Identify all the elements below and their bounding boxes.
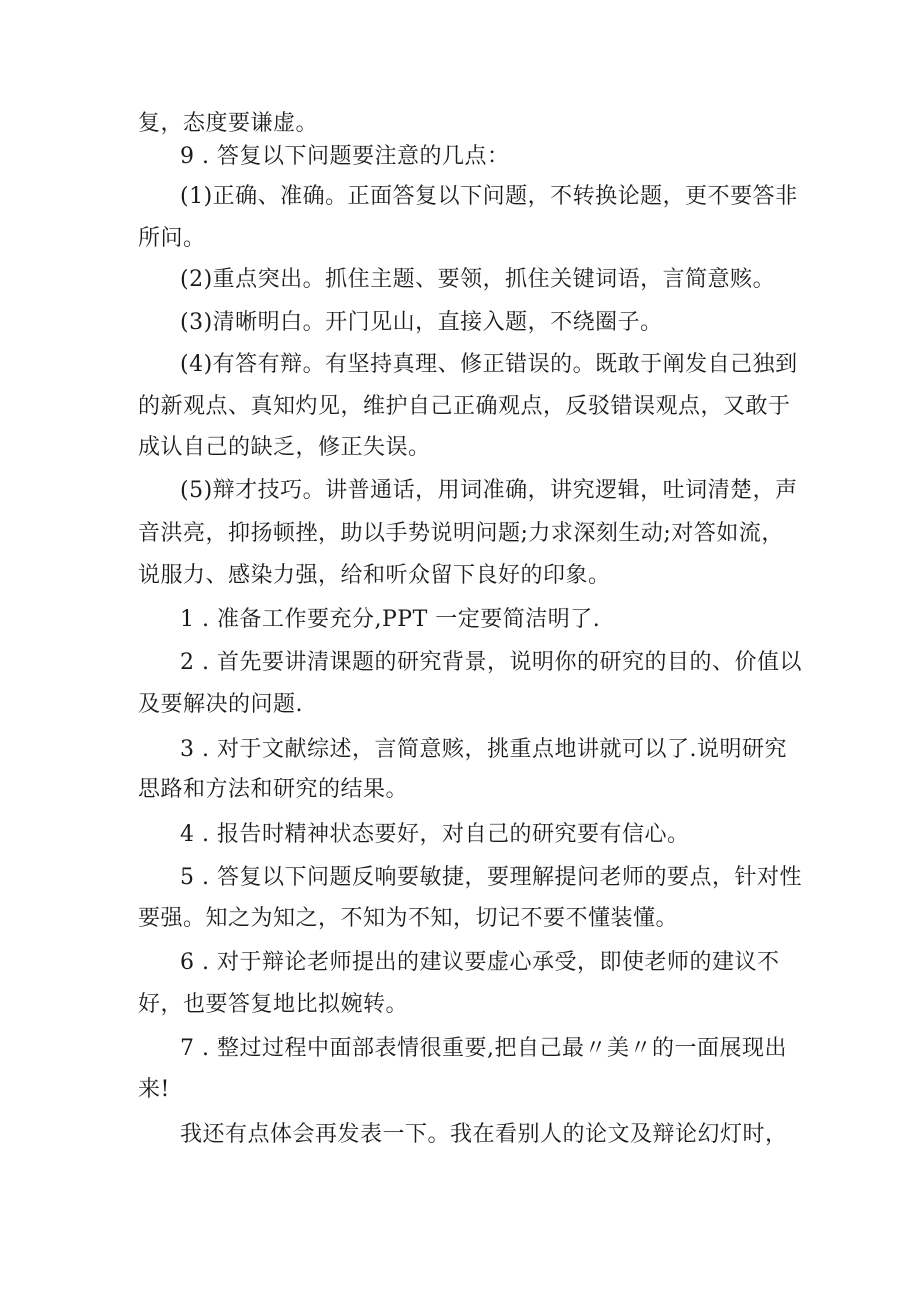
text-line: (5)辩才技巧。讲普通话，用词准确，讲究逻辑，吐词清楚，声 (180, 478, 798, 503)
text-line: 1 . 准备工作要充分,PPT 一定要简洁明了. (180, 607, 601, 632)
text-line: 9 . 答复以下问题要注意的几点： (180, 144, 510, 169)
text-line: 7 . 整过过程中面部表情很重要,把自己最〃美〃的一面展现出 (180, 1036, 787, 1061)
text-line: 4 . 报告时精神状态要好，对自己的研究要有信心。 (180, 822, 690, 847)
text-line: 3 . 对于文献综述，言简意赅，挑重点地讲就可以了.说明研究 (180, 737, 787, 762)
text-line: 2 . 首先要讲清课题的研究背景，说明你的研究的目的、价值以 (180, 650, 802, 675)
text-line: 要强。知之为知之，不知为不知，切记不要不懂装懂。 (138, 906, 679, 931)
text-line: (4)有答有辩。有坚持真理、修正错误的。既敢于阐发自己独到 (180, 352, 798, 377)
text-line: 所问。 (138, 226, 206, 251)
text-line: (2)重点突出。抓住主题、要领，抓住关键词语，言简意赅。 (180, 267, 776, 292)
text-line: 音洪亮，抑扬顿挫，助以手势说明问题;力求深刻生动;对答如流， (138, 521, 784, 546)
text-line: 说服力、感染力强，给和听众留下良好的印象。 (138, 563, 611, 588)
text-line: 成认自己的缺乏，修正失误。 (138, 435, 431, 460)
text-line: 及要解决的问题. (138, 692, 303, 717)
text-line: 好，也要答复地比拟婉转。 (138, 992, 409, 1017)
text-line: (1)正确、准确。正面答复以下问题，不转换论题，更不要答非 (180, 184, 798, 209)
text-line: 来! (138, 1077, 170, 1102)
text-line: 思路和方法和研究的结果。 (138, 777, 409, 802)
text-line: 5 . 答复以下问题反响要敏捷，要理解提问老师的要点，针对性 (180, 865, 802, 890)
text-line: 复，态度要谦虚。 (138, 111, 319, 136)
text-line: 6 . 对于辩论老师提出的建议要虚心承受，即使老师的建议不 (180, 950, 780, 975)
text-line: (3)清晰明白。开门见山，直接入题，不绕圈子。 (180, 310, 663, 335)
text-line: 的新观点、真知灼见，维护自己正确观点，反驳错误观点，又敢于 (138, 394, 791, 419)
text-line: 我还有点体会再发表一下。我在看别人的论文及辩论幻灯时， (180, 1122, 788, 1147)
